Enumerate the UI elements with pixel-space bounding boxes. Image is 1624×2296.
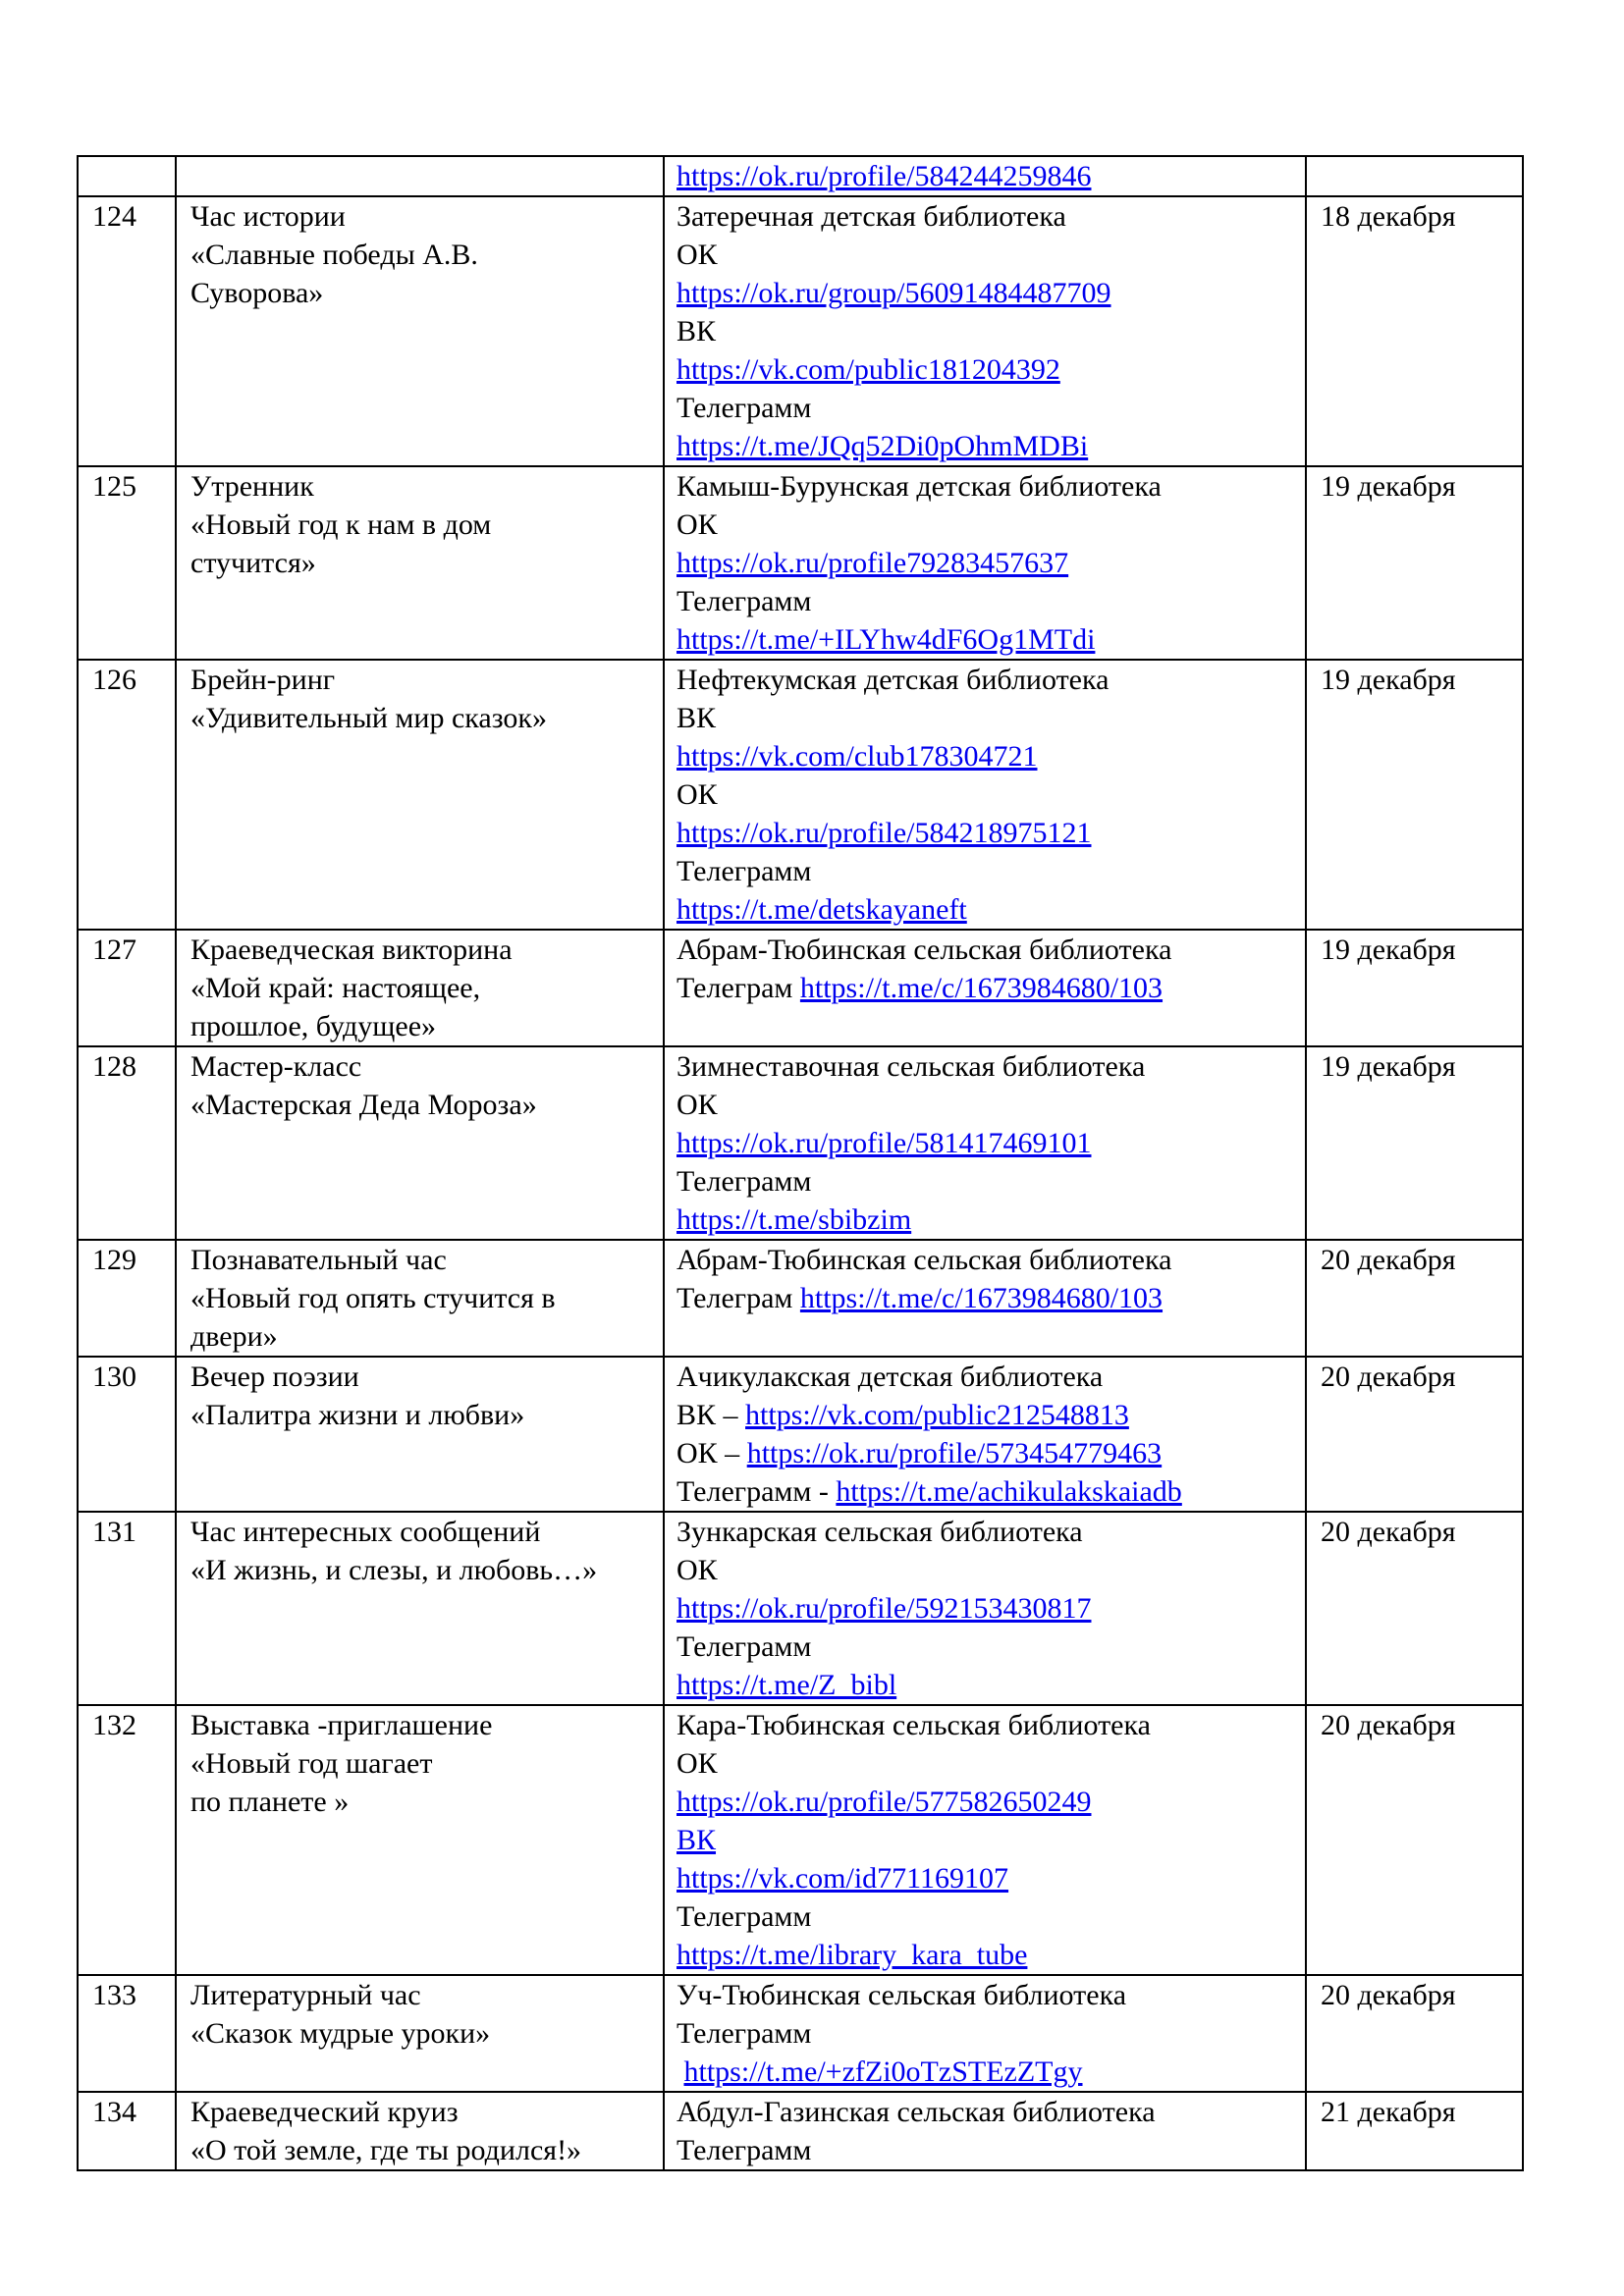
venue-text: Зункарская сельская библиотека — [677, 1516, 1083, 1548]
table-row — [78, 1046, 1523, 1240]
table-row — [78, 156, 1523, 196]
event-title-line: Познавательный час — [190, 1244, 447, 1276]
venue-text: ОК — [677, 1747, 718, 1780]
event-title-line: «О той земле, где ты родился!» — [190, 2134, 582, 2166]
social-link[interactable]: https://vk.com/public181204392 — [677, 353, 1060, 386]
event-title-line: Краеведческая викторина — [190, 934, 513, 966]
venue-text: ОК — [677, 1554, 718, 1586]
event-date: 19 декабря — [1321, 934, 1456, 966]
table-row — [78, 1512, 1523, 1705]
venue-text: Телеграмм — [677, 2134, 812, 2166]
table-row — [78, 1357, 1523, 1512]
event-title-line: «Славные победы А.В. — [190, 239, 478, 271]
event-date-cell — [1306, 466, 1523, 660]
venue-cell — [664, 156, 1306, 196]
social-link[interactable]: https://vk.com/club178304721 — [677, 740, 1038, 773]
social-link[interactable]: https://t.me/library_kara_tube — [677, 1939, 1028, 1971]
event-date: 20 декабря — [1321, 1979, 1456, 2011]
venue-line — [677, 197, 1291, 236]
social-link[interactable]: https://vk.com/public212548813 — [745, 1399, 1129, 1431]
social-link[interactable]: https://ok.ru/profile/592153430817 — [677, 1592, 1092, 1625]
venue-line — [677, 1706, 1291, 1744]
venue-line — [677, 389, 1291, 427]
row-number-cell — [78, 1046, 176, 1240]
venue-text: Камыш-Бурунская детская библиотека — [677, 470, 1162, 503]
table-row — [78, 1975, 1523, 2092]
row-number-cell — [78, 196, 176, 466]
event-title-cell — [176, 1512, 664, 1705]
venue-line — [677, 582, 1291, 620]
event-title-cell — [176, 466, 664, 660]
venue-cell — [664, 196, 1306, 466]
venue-line — [677, 1859, 1291, 1897]
venue-text: Телеграмм — [677, 392, 812, 424]
table-row — [78, 2092, 1523, 2170]
venue-text: ВК — [677, 315, 717, 347]
venue-text — [677, 2056, 684, 2088]
venue-text: Телеграм — [677, 1282, 800, 1314]
venue-line — [677, 969, 1291, 1007]
venue-line — [677, 1279, 1291, 1317]
venue-line — [677, 890, 1291, 929]
event-title-line: Выставка -приглашение — [190, 1709, 493, 1741]
venue-text: ОК — [677, 1089, 718, 1121]
event-date-cell — [1306, 660, 1523, 930]
event-date-cell — [1306, 1046, 1523, 1240]
venue-cell — [664, 1975, 1306, 2092]
venue-line — [677, 467, 1291, 506]
venue-line — [677, 1241, 1291, 1279]
row-number: 133 — [92, 1979, 136, 2011]
venue-text: Телеграмм — [677, 1630, 812, 1663]
social-link[interactable]: https://t.me/+ILYhw4dF6Og1MTdi — [677, 623, 1096, 656]
venue-cell — [664, 930, 1306, 1046]
table-row — [78, 196, 1523, 466]
venue-line — [677, 506, 1291, 544]
event-date-cell — [1306, 1705, 1523, 1975]
event-title-cell — [176, 660, 664, 930]
social-link[interactable]: https://ok.ru/profile/573454779463 — [746, 1437, 1163, 1469]
event-date: 19 декабря — [1321, 664, 1456, 696]
event-date: 20 декабря — [1321, 1244, 1456, 1276]
venue-line — [677, 312, 1291, 350]
event-date-cell — [1306, 156, 1523, 196]
venue-line — [677, 2014, 1291, 2053]
venue-text: Телеграмм — [677, 1900, 812, 1933]
event-title-line: Краеведческий круиз — [190, 2096, 459, 2128]
event-title-cell — [176, 1705, 664, 1975]
events-table — [77, 155, 1524, 2171]
event-title-line: «Новый год к нам в дом — [190, 508, 492, 541]
event-title-line: Час интересных сообщений — [190, 1516, 541, 1548]
venue-cell — [664, 660, 1306, 930]
event-title-line: «Сказок мудрые уроки» — [190, 2017, 491, 2050]
event-date-cell — [1306, 2092, 1523, 2170]
event-title-line: «Удивительный мир сказок» — [190, 702, 547, 734]
social-link[interactable]: https://t.me/achikulakskaiadb — [836, 1475, 1182, 1508]
venue-line — [677, 699, 1291, 737]
event-title-line: Утренник — [190, 470, 314, 503]
event-date-cell — [1306, 1512, 1523, 1705]
venue-line — [677, 1821, 1291, 1859]
venue-text: Телеграмм — [677, 1165, 812, 1198]
table-row — [78, 930, 1523, 1046]
venue-line — [677, 2131, 1291, 2169]
venue-line — [677, 427, 1291, 465]
social-link[interactable]: https://t.me/c/1673984680/103 — [799, 1282, 1164, 1314]
row-number: 131 — [92, 1516, 136, 1548]
row-number-cell — [78, 1240, 176, 1357]
row-number-cell — [78, 1357, 176, 1512]
event-date: 20 декабря — [1321, 1709, 1456, 1741]
social-link[interactable]: https://ok.ru/profile/577582650249 — [677, 1786, 1092, 1818]
event-date: 21 декабря — [1321, 2096, 1456, 2128]
venue-line — [677, 1589, 1291, 1628]
venue-cell — [664, 1046, 1306, 1240]
venue-line — [677, 1201, 1291, 1239]
events-table-body — [78, 156, 1523, 2170]
row-number: 132 — [92, 1709, 136, 1741]
venue-text: ВК — [677, 702, 717, 734]
row-number: 124 — [92, 200, 136, 233]
event-title-line: Литературный час — [190, 1979, 421, 2011]
social-link[interactable]: https://t.me/Z_bibl — [677, 1669, 897, 1701]
venue-text: Затеречная детская библиотека — [677, 200, 1066, 233]
event-title-line: двери» — [190, 1320, 278, 1353]
table-row — [78, 466, 1523, 660]
event-title-line: по планете » — [190, 1786, 350, 1818]
venue-line — [677, 1666, 1291, 1704]
venue-text: Телеграмм — [677, 855, 812, 887]
event-title-line: прошлое, будущее» — [190, 1010, 437, 1042]
row-number-cell — [78, 1975, 176, 2092]
venue-line — [677, 157, 1291, 195]
venue-line — [677, 1358, 1291, 1396]
event-title-cell — [176, 156, 664, 196]
event-date: 20 декабря — [1321, 1361, 1456, 1393]
row-number: 128 — [92, 1050, 136, 1083]
event-date: 19 декабря — [1321, 470, 1456, 503]
event-title-line: Час истории — [190, 200, 346, 233]
venue-text: Телеграм — [677, 972, 800, 1004]
venue-cell — [664, 1705, 1306, 1975]
social-link[interactable]: ВК — [677, 1824, 717, 1856]
social-link[interactable]: https://t.me/JQq52Di0pOhmMDBi — [677, 430, 1089, 462]
venue-line — [677, 1162, 1291, 1201]
table-row — [78, 1705, 1523, 1975]
event-date: 19 декабря — [1321, 1050, 1456, 1083]
event-date-cell — [1306, 196, 1523, 466]
venue-text: ОК — [677, 239, 718, 271]
venue-text: Абрам-Тюбинская сельская библиотека — [677, 934, 1172, 966]
venue-line — [677, 852, 1291, 890]
row-number: 134 — [92, 2096, 136, 2128]
venue-text: Уч-Тюбинская сельская библиотека — [677, 1979, 1127, 2011]
venue-text: Нефтекумская детская библиотека — [677, 664, 1110, 696]
event-title-cell — [176, 1046, 664, 1240]
event-title-cell — [176, 196, 664, 466]
venue-line — [677, 1936, 1291, 1974]
row-number: 126 — [92, 664, 136, 696]
venue-text: Телеграмм — [677, 2017, 812, 2050]
venue-text: ОК — [677, 508, 718, 541]
venue-line — [677, 1976, 1291, 2014]
event-date: 18 декабря — [1321, 200, 1456, 233]
venue-text: ВК – — [677, 1399, 746, 1431]
venue-text: Телеграмм - — [677, 1475, 837, 1508]
venue-line — [677, 1434, 1291, 1472]
venue-line — [677, 544, 1291, 582]
row-number-cell — [78, 1705, 176, 1975]
venue-cell — [664, 466, 1306, 660]
event-title-cell — [176, 1240, 664, 1357]
venue-line — [677, 814, 1291, 852]
venue-text: ОК — [677, 778, 718, 811]
social-link[interactable]: https://t.me/+zfZi0oTzSTEzZTgy — [683, 2056, 1083, 2088]
social-link[interactable]: https://ok.ru/profile/581417469101 — [677, 1127, 1092, 1159]
event-title-line: «Новый год шагает — [190, 1747, 433, 1780]
event-title-line: Брейн-ринг — [190, 664, 336, 696]
event-title-line: Вечер поэзии — [190, 1361, 359, 1393]
event-title-cell — [176, 930, 664, 1046]
venue-cell — [664, 1357, 1306, 1512]
venue-line — [677, 1744, 1291, 1783]
row-number: 125 — [92, 470, 136, 503]
event-date-cell — [1306, 1975, 1523, 2092]
venue-text: Абрам-Тюбинская сельская библиотека — [677, 1244, 1172, 1276]
row-number: 129 — [92, 1244, 136, 1276]
venue-line — [677, 620, 1291, 659]
event-title-line: Мастер-класс — [190, 1050, 362, 1083]
venue-line — [677, 2053, 1291, 2091]
venue-line — [677, 1897, 1291, 1936]
event-title-cell — [176, 1975, 664, 2092]
venue-line — [677, 931, 1291, 969]
venue-line — [677, 1472, 1291, 1511]
event-date: 20 декабря — [1321, 1516, 1456, 1548]
venue-line — [677, 1513, 1291, 1551]
table-row — [78, 660, 1523, 930]
venue-text: ОК – — [677, 1437, 747, 1469]
venue-line — [677, 737, 1291, 775]
social-link[interactable]: https://vk.com/id771169107 — [677, 1862, 1009, 1895]
venue-line — [677, 236, 1291, 274]
row-number: 130 — [92, 1361, 136, 1393]
row-number: 127 — [92, 934, 136, 966]
social-link[interactable]: https://ok.ru/group/56091484487709 — [677, 277, 1111, 309]
venue-line — [677, 1551, 1291, 1589]
row-number-cell — [78, 466, 176, 660]
venue-line — [677, 1396, 1291, 1434]
venue-line — [677, 1628, 1291, 1666]
social-link[interactable]: https://t.me/c/1673984680/103 — [799, 972, 1164, 1004]
row-number-cell — [78, 660, 176, 930]
event-title-line: «Палитра жизни и любви» — [190, 1399, 525, 1431]
event-date-cell — [1306, 1357, 1523, 1512]
row-number-cell — [78, 1512, 176, 1705]
event-title-cell — [176, 2092, 664, 2170]
row-number-cell — [78, 2092, 176, 2170]
social-link[interactable]: https://ok.ru/profile/584218975121 — [677, 817, 1092, 849]
venue-line — [677, 1086, 1291, 1124]
event-title-line: «Мой край: настоящее, — [190, 972, 481, 1004]
social-link[interactable]: https://ok.ru/profile/584244259846 — [677, 160, 1092, 192]
venue-text: Ачикулакская детская библиотека — [677, 1361, 1104, 1393]
row-number-cell — [78, 156, 176, 196]
social-link[interactable]: https://t.me/detskayaneft — [677, 893, 967, 926]
venue-line — [677, 350, 1291, 389]
venue-cell — [664, 1240, 1306, 1357]
event-date-cell — [1306, 930, 1523, 1046]
social-link[interactable]: https://t.me/sbibzim — [677, 1203, 912, 1236]
venue-line — [677, 661, 1291, 699]
row-number-cell — [78, 930, 176, 1046]
event-title-line: «Мастерская Деда Мороза» — [190, 1089, 537, 1121]
venue-line — [677, 775, 1291, 814]
venue-line — [677, 274, 1291, 312]
venue-line — [677, 2093, 1291, 2131]
venue-line — [677, 1047, 1291, 1086]
event-title-line: стучится» — [190, 547, 316, 579]
venue-text: Зимнеставочная сельская библиотека — [677, 1050, 1146, 1083]
venue-cell — [664, 1512, 1306, 1705]
event-title-line: Суворова» — [190, 277, 324, 309]
venue-text: Абдул-Газинская сельская библиотека — [677, 2096, 1156, 2128]
venue-text: Кара-Тюбинская сельская библиотека — [677, 1709, 1151, 1741]
event-date-cell — [1306, 1240, 1523, 1357]
venue-text: Телеграмм — [677, 585, 812, 617]
venue-line — [677, 1124, 1291, 1162]
event-title-line: «Новый год опять стучится в — [190, 1282, 556, 1314]
event-title-line: «И жизнь, и слезы, и любовь…» — [190, 1554, 598, 1586]
social-link[interactable]: https://ok.ru/profile79283457637 — [677, 547, 1069, 579]
venue-line — [677, 1783, 1291, 1821]
event-title-cell — [176, 1357, 664, 1512]
venue-cell — [664, 2092, 1306, 2170]
table-row — [78, 1240, 1523, 1357]
